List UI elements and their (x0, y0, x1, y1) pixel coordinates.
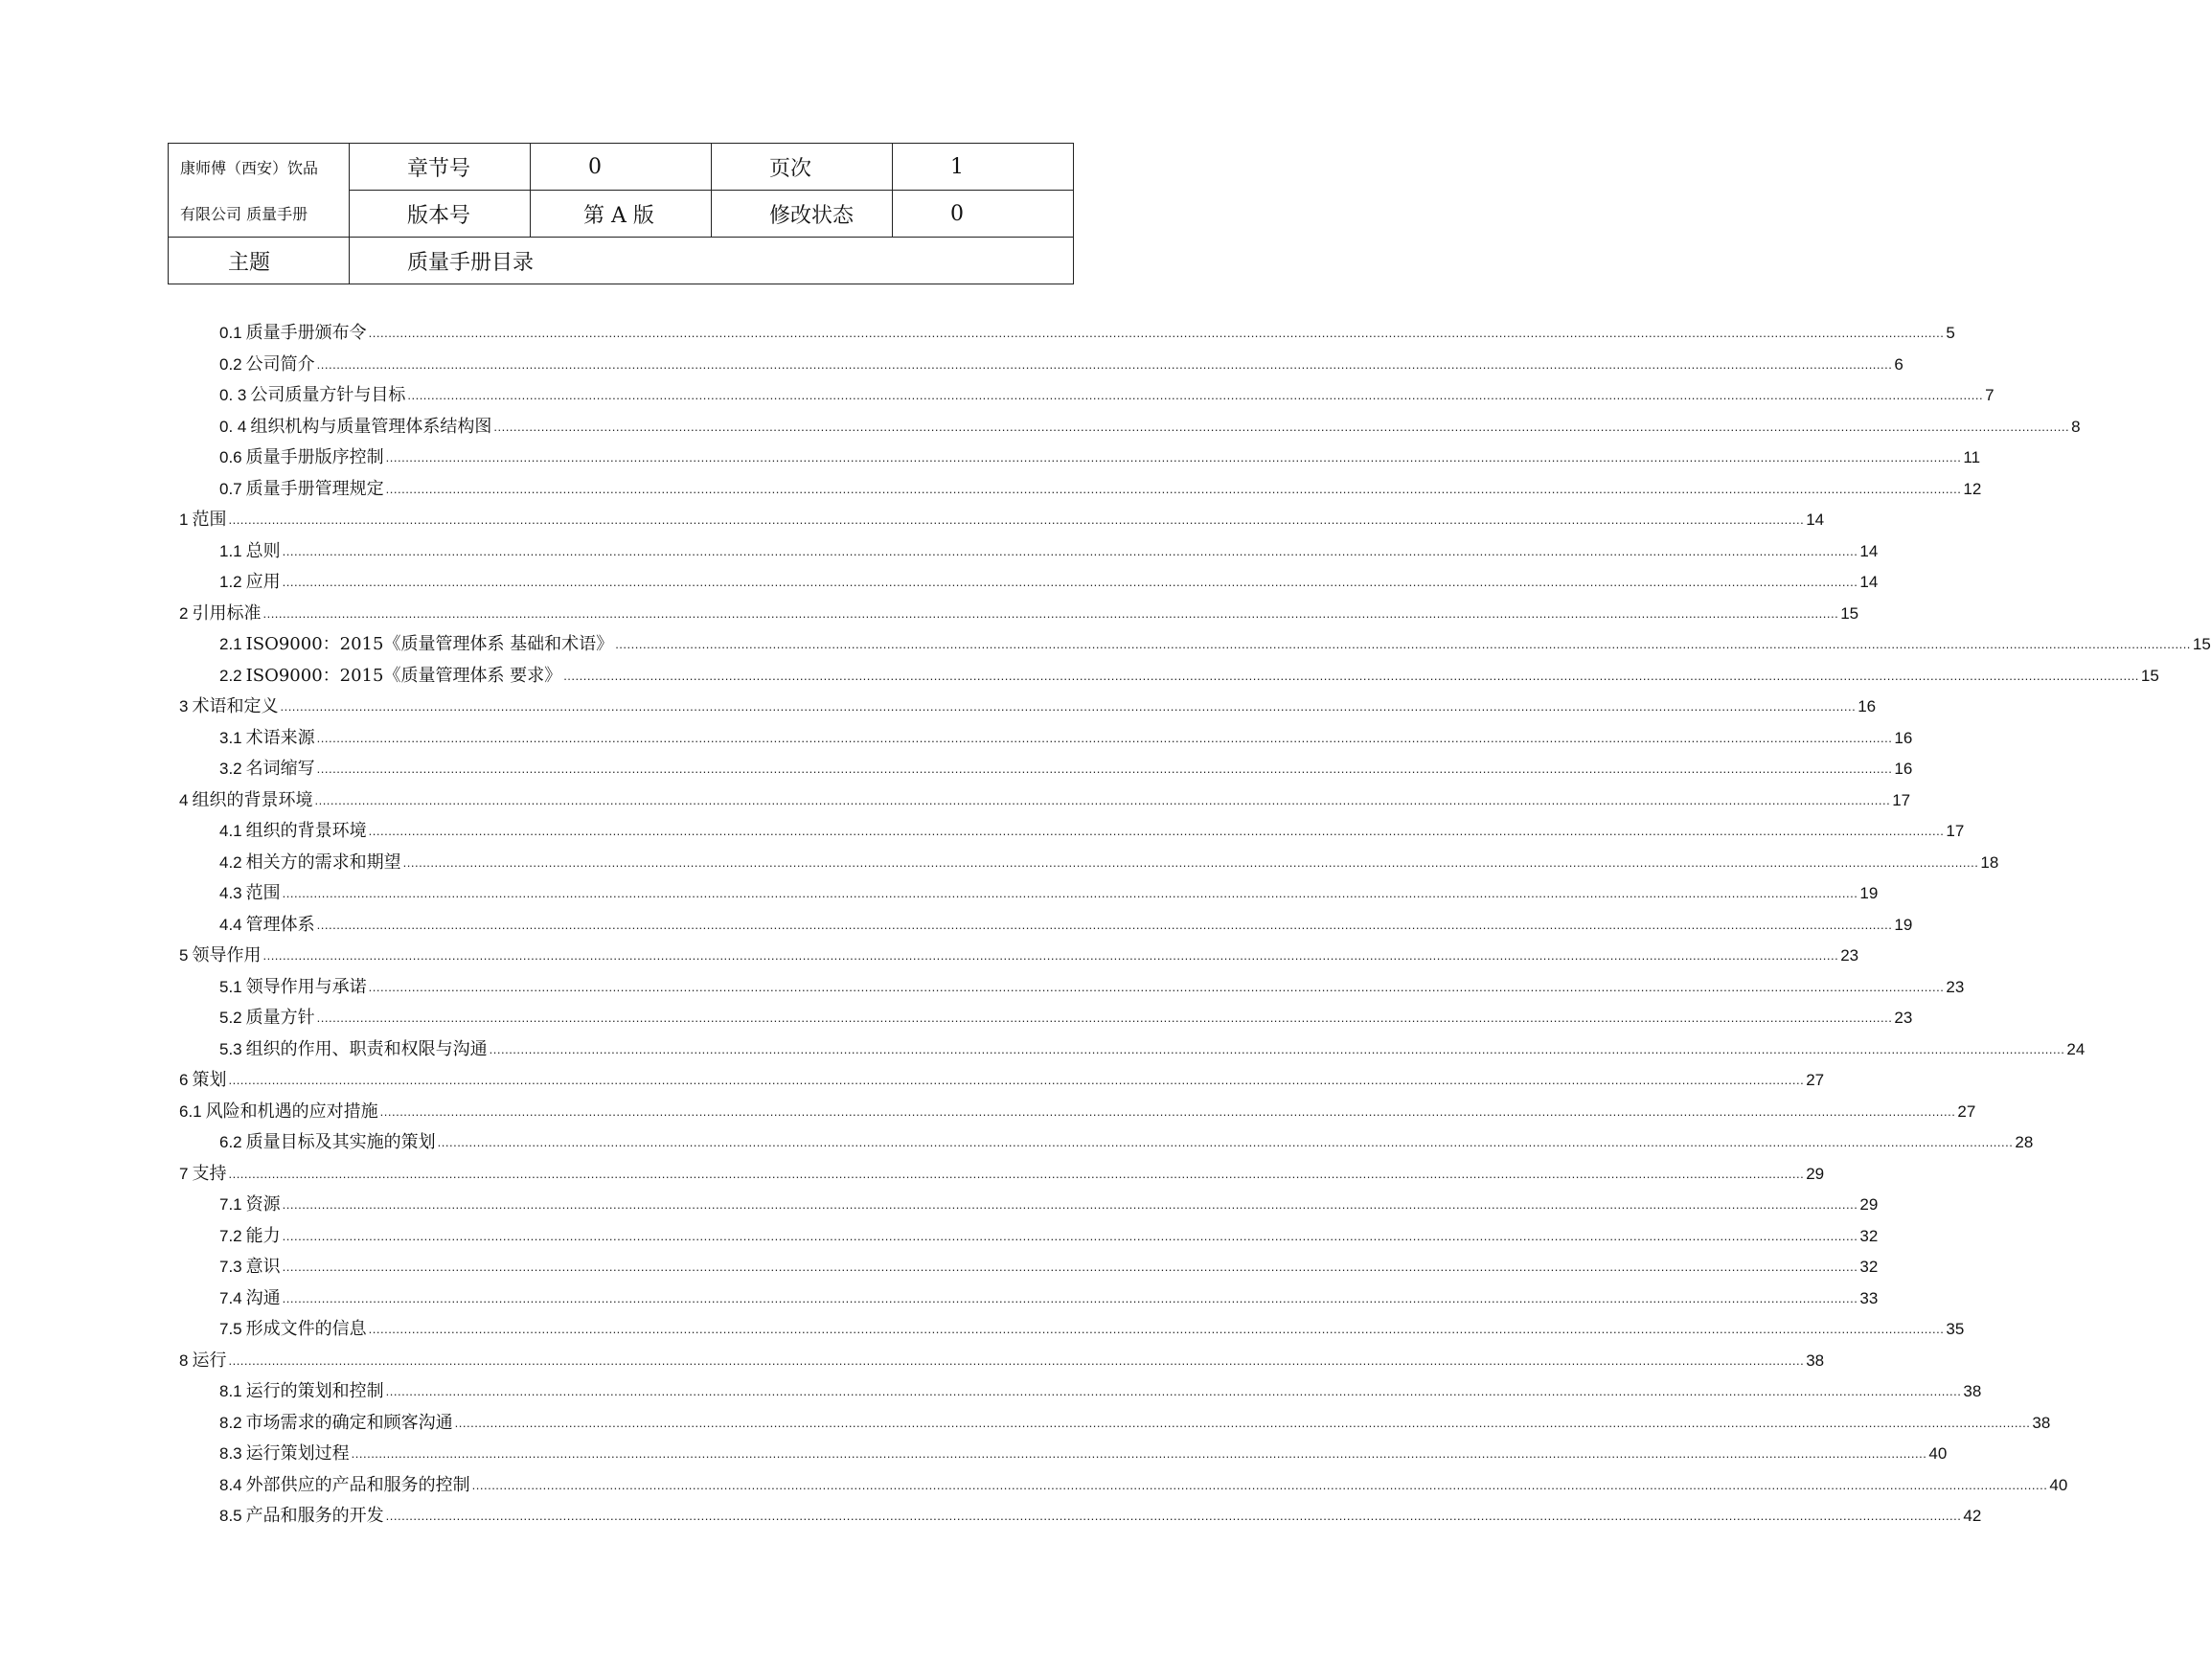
toc-entry-number: 1.1 (219, 541, 242, 560)
toc-entry-title: 组织机构与质量管理体系结构图 (250, 416, 492, 437)
toc-entry-title: 术语和定义 (192, 696, 279, 716)
company-name-line1: 康师傅（西安）饮品 (169, 144, 350, 191)
toc-leader-dots: ................................................................................................................................................................................................................................................................................................................................................................................................................ (402, 854, 1979, 870)
toc-entry-page: 15 (1840, 603, 1859, 623)
toc-leader-dots: ................................................................................................................................................................................................................................................................................................................................................................................................................ (228, 1166, 1805, 1181)
toc-entry-number: 8.3 (219, 1444, 242, 1463)
toc-entry-page: 29 (1859, 1195, 1879, 1214)
toc-leader-dots: ................................................................................................................................................................................................................................................................................................................................................................................................................ (282, 543, 1858, 558)
toc-entry-number: 6.2 (219, 1133, 242, 1151)
toc-entry[interactable] (219, 1319, 1965, 1340)
toc-entry-title: 应用 (245, 572, 281, 592)
toc-entry[interactable] (219, 759, 1913, 780)
toc-entry-number: 4 (179, 790, 189, 809)
toc-entry[interactable] (179, 602, 1859, 624)
toc-entry-number: 5.3 (219, 1039, 242, 1058)
toc-entry-number: 3 (179, 697, 189, 715)
version-label: 版本号 (350, 191, 531, 238)
toc-leader-dots: ................................................................................................................................................................................................................................................................................................................................................................................................................ (368, 824, 1945, 838)
toc-entry-number: 1 (179, 511, 189, 529)
toc-leader-dots: ................................................................................................................................................................................................................................................................................................................................................................................................................ (368, 326, 1945, 340)
toc-entry-title: 产品和服务的开发 (245, 1506, 384, 1526)
toc-leader-dots: ................................................................................................................................................................................................................................................................................................................................................................................................................ (385, 481, 1962, 496)
toc-entry-title: 资源 (245, 1194, 281, 1215)
toc-leader-dots: ................................................................................................................................................................................................................................................................................................................................................................................................................ (314, 792, 1891, 807)
toc-entry[interactable] (219, 665, 2159, 687)
toc-entry-title: 范围 (192, 510, 227, 530)
toc-entry-page: 32 (1859, 1226, 1879, 1245)
toc-entry-number: 3.1 (219, 728, 242, 747)
toc-entry-page: 38 (1963, 1382, 1982, 1400)
toc-entry-number: 7.4 (219, 1288, 242, 1307)
toc-entry-title: 质量手册版序控制 (245, 447, 384, 467)
toc-entry[interactable] (219, 1008, 1913, 1029)
toc-entry-number: 8 (179, 1351, 189, 1370)
toc-leader-dots: ................................................................................................................................................................................................................................................................................................................................................................................................................ (316, 356, 1893, 372)
toc-entry[interactable] (219, 851, 1999, 874)
toc-leader-dots: ................................................................................................................................................................................................................................................................................................................................................................................................................ (228, 1352, 1805, 1368)
toc-entry-title: 相关方的需求和期望 (245, 851, 401, 873)
toc-leader-dots: ................................................................................................................................................................................................................................................................................................................................................................................................................ (316, 761, 1893, 776)
toc-entry-page: 8 (2071, 417, 2081, 436)
toc-entry[interactable] (219, 1132, 2034, 1153)
toc-entry-title: ISO9000：2015《质量管理体系 基础和术语》 (245, 634, 614, 654)
toc-entry-title: 公司质量方针与目标 (250, 385, 406, 405)
toc-entry-title: 组织的背景环境 (245, 821, 367, 841)
toc-entry-page: 23 (1840, 946, 1859, 965)
toc-entry-title: 组织的作用、职责和权限与沟通 (245, 1038, 488, 1059)
toc-entry-title: 质量手册管理规定 (245, 478, 384, 499)
toc-leader-dots: ................................................................................................................................................................................................................................................................................................................................................................................................................ (368, 1322, 1945, 1336)
toc-entry-title: ISO9000：2015《质量管理体系 要求》 (245, 665, 562, 686)
toc-entry-page: 19 (1859, 884, 1879, 902)
toc-entry[interactable] (179, 1070, 1825, 1091)
toc-entry-page: 16 (1858, 697, 1877, 715)
toc-entry-page: 38 (2032, 1413, 2051, 1432)
toc-entry[interactable] (219, 1474, 2068, 1496)
toc-entry-page: 12 (1963, 479, 1982, 498)
toc-leader-dots: ................................................................................................................................................................................................................................................................................................................................................................................................................ (228, 512, 1805, 527)
toc-leader-dots: ................................................................................................................................................................................................................................................................................................................................................................................................................ (563, 668, 2139, 683)
toc-entry-title: 质量手册颁布令 (245, 323, 367, 343)
toc-entry-title: 引用标准 (192, 602, 262, 624)
toc-leader-dots: ................................................................................................................................................................................................................................................................................................................................................................................................................ (615, 637, 2191, 651)
toc-leader-dots: ................................................................................................................................................................................................................................................................................................................................................................................................................ (368, 979, 1945, 994)
toc-entry[interactable] (179, 1101, 1976, 1123)
toc-entry-page: 14 (1859, 541, 1879, 560)
toc-entry-number: 4.2 (219, 852, 242, 872)
toc-entry-number: 0.6 (219, 448, 242, 466)
toc-entry-title: 市场需求的确定和顾客沟通 (245, 1412, 453, 1433)
toc-entry-page: 7 (1985, 386, 1994, 404)
toc-entry-page: 29 (1806, 1164, 1825, 1183)
toc-leader-dots: ................................................................................................................................................................................................................................................................................................................................................................................................................ (454, 1415, 2031, 1430)
toc-entry[interactable] (219, 323, 1955, 344)
toc-leader-dots: ................................................................................................................................................................................................................................................................................................................................................................................................................ (228, 1073, 1805, 1087)
toc-leader-dots: ................................................................................................................................................................................................................................................................................................................................................................................................................ (282, 1197, 1858, 1212)
toc-entry[interactable] (219, 821, 1965, 842)
toc-entry-page: 15 (2140, 666, 2159, 685)
toc-leader-dots: ................................................................................................................................................................................................................................................................................................................................................................................................................ (282, 1260, 1858, 1274)
toc-leader-dots: ................................................................................................................................................................................................................................................................................................................................................................................................................ (351, 1446, 1927, 1461)
toc-entry-number: 1.2 (219, 573, 242, 591)
toc-entry[interactable] (219, 1506, 1982, 1527)
toc-entry-title: 形成文件的信息 (245, 1319, 367, 1339)
toc-entry-title: 质量目标及其实施的策划 (245, 1132, 436, 1152)
toc-entry[interactable] (219, 1257, 1879, 1278)
toc-entry-page: 16 (1894, 728, 1913, 747)
toc-entry-page: 17 (1946, 822, 1965, 840)
toc-entry-page: 11 (1963, 448, 1981, 466)
toc-entry[interactable] (219, 540, 1879, 562)
toc-entry[interactable] (219, 478, 1982, 500)
toc-leader-dots: ................................................................................................................................................................................................................................................................................................................................................................................................................ (385, 1384, 1962, 1398)
toc-entry-title: 沟通 (245, 1287, 281, 1308)
toc-leader-dots: ................................................................................................................................................................................................................................................................................................................................................................................................................ (407, 388, 1984, 402)
toc-entry[interactable] (179, 1350, 1825, 1372)
toc-entry[interactable] (219, 1381, 1982, 1402)
toc-entry-page: 23 (1946, 977, 1965, 996)
toc-leader-dots: ................................................................................................................................................................................................................................................................................................................................................................................................................ (262, 605, 1839, 621)
toc-entry-number: 2 (179, 603, 189, 623)
toc-entry-number: 5.1 (219, 977, 242, 996)
toc-entry-number: 7.2 (219, 1226, 242, 1245)
toc-entry-title: 能力 (245, 1225, 281, 1246)
toc-entry-page: 33 (1859, 1288, 1879, 1307)
page-value: 1 (893, 144, 1074, 191)
toc-entry-page: 6 (1894, 354, 1903, 374)
header-row-chapter (169, 144, 1074, 191)
toc-entry-title: 运行策划过程 (245, 1443, 350, 1464)
toc-entry[interactable] (219, 1443, 1948, 1464)
subject-value: 质量手册目录 (350, 238, 1074, 284)
document-header-table (168, 143, 1074, 284)
toc-entry[interactable] (219, 447, 1981, 468)
toc-entry-title: 质量方针 (245, 1008, 315, 1028)
toc-entry-number: 7.3 (219, 1258, 242, 1276)
toc-leader-dots: ................................................................................................................................................................................................................................................................................................................................................................................................................ (282, 886, 1858, 900)
page-label: 页次 (712, 144, 893, 191)
toc-entry-title: 领导作用与承诺 (245, 976, 367, 997)
toc-entry[interactable] (179, 945, 1859, 966)
toc-entry-page: 17 (1892, 790, 1911, 809)
toc-leader-dots: ................................................................................................................................................................................................................................................................................................................................................................................................................ (280, 699, 1857, 714)
toc-entry-page: 40 (2049, 1475, 2068, 1494)
toc-entry-page: 19 (1894, 915, 1913, 934)
version-value: 第 A 版 (531, 191, 712, 238)
toc-entry-page: 14 (1859, 573, 1879, 591)
toc-entry-number: 8.1 (219, 1382, 242, 1400)
toc-entry[interactable] (179, 696, 1877, 717)
toc-entry-number: 0.2 (219, 354, 242, 374)
toc-entry-page: 32 (1859, 1258, 1879, 1276)
toc-entry-number: 8.4 (219, 1475, 242, 1494)
toc-entry[interactable] (219, 572, 1879, 593)
toc-entry-number: 4.4 (219, 915, 242, 934)
toc-entry-number: 0. 4 (219, 417, 247, 436)
toc-entry[interactable] (219, 1412, 2051, 1434)
toc-entry-number: 8.2 (219, 1413, 242, 1432)
toc-entry-page: 38 (1806, 1351, 1825, 1370)
toc-entry-title: 策划 (192, 1070, 227, 1090)
toc-entry[interactable] (219, 1194, 1879, 1215)
toc-entry-page: 27 (1957, 1101, 1976, 1121)
toc-entry-title: 管理体系 (245, 914, 315, 935)
toc-entry-title: 公司简介 (245, 353, 315, 375)
toc-entry-page: 42 (1963, 1507, 1982, 1525)
toc-entry-title: 领导作用 (192, 945, 262, 965)
toc-entry[interactable] (219, 1225, 1879, 1247)
toc-entry-title: 意识 (245, 1257, 281, 1277)
toc-entry-page: 5 (1946, 324, 1955, 342)
toc-entry-number: 6.1 (179, 1101, 202, 1121)
toc-entry[interactable] (219, 914, 1913, 936)
toc-entry[interactable] (219, 976, 1965, 998)
toc-entry-page: 40 (1928, 1444, 1948, 1463)
toc-leader-dots: ................................................................................................................................................................................................................................................................................................................................................................................................................ (316, 730, 1893, 745)
toc-leader-dots: ................................................................................................................................................................................................................................................................................................................................................................................................................ (316, 1010, 1893, 1025)
toc-leader-dots: ................................................................................................................................................................................................................................................................................................................................................................................................................ (282, 1290, 1858, 1305)
toc-entry-page: 24 (2066, 1039, 2086, 1058)
toc-leader-dots: ................................................................................................................................................................................................................................................................................................................................................................................................................ (262, 948, 1839, 963)
toc-leader-dots: ................................................................................................................................................................................................................................................................................................................................................................................................................ (385, 1509, 1962, 1523)
toc-entry-title: 运行 (192, 1350, 227, 1371)
toc-entry-number: 4.3 (219, 884, 242, 902)
toc-entry-number: 6 (179, 1071, 189, 1089)
toc-entry[interactable] (219, 385, 1994, 406)
toc-entry-number: 0. 3 (219, 386, 247, 404)
toc-entry-number: 4.1 (219, 822, 242, 840)
toc-entry-title: 名词缩写 (245, 759, 315, 779)
toc-entry[interactable] (219, 883, 1879, 904)
revision-label: 修改状态 (712, 191, 893, 238)
toc-entry-title: 组织的背景环境 (192, 789, 313, 810)
company-name-line2: 有限公司 质量手册 (169, 191, 350, 238)
toc-entry[interactable] (219, 727, 1913, 749)
toc-leader-dots: ................................................................................................................................................................................................................................................................................................................................................................................................................ (471, 1477, 2048, 1492)
subject-label: 主题 (169, 238, 350, 284)
toc-entry-number: 3.2 (219, 760, 242, 778)
toc-leader-dots: ................................................................................................................................................................................................................................................................................................................................................................................................................ (379, 1103, 1956, 1119)
toc-entry-page: 28 (2015, 1133, 2034, 1151)
revision-value: 0 (893, 191, 1074, 238)
toc-leader-dots: ................................................................................................................................................................................................................................................................................................................................................................................................................ (282, 1228, 1858, 1243)
toc-entry-title: 总则 (245, 540, 281, 561)
toc-entry-number: 0.1 (219, 324, 242, 342)
toc-entry-title: 范围 (245, 883, 281, 903)
toc-entry-number: 5 (179, 946, 189, 965)
toc-entry[interactable] (219, 1287, 1879, 1309)
toc-leader-dots: ................................................................................................................................................................................................................................................................................................................................................................................................................ (282, 575, 1858, 589)
toc-leader-dots: ................................................................................................................................................................................................................................................................................................................................................................................................................ (489, 1041, 2065, 1056)
toc-entry-title: 风险和机遇的应对措施 (205, 1101, 378, 1122)
toc-entry-number: 2.1 (219, 635, 242, 653)
toc-entry-number: 7 (179, 1164, 189, 1183)
toc-entry-page: 15 (2192, 635, 2211, 653)
toc-leader-dots: ................................................................................................................................................................................................................................................................................................................................................................................................................ (493, 419, 2070, 434)
toc-entry-number: 7.5 (219, 1320, 242, 1338)
toc-entry[interactable] (219, 353, 1903, 375)
toc-entry-number: 2.2 (219, 666, 242, 685)
toc-entry-title: 术语来源 (245, 727, 315, 748)
toc-entry-page: 14 (1806, 511, 1825, 529)
toc-entry-title: 外部供应的产品和服务的控制 (245, 1474, 470, 1495)
toc-entry-page: 18 (1980, 852, 1999, 872)
toc-entry-title: 运行的策划和控制 (245, 1381, 384, 1401)
toc-leader-dots: ................................................................................................................................................................................................................................................................................................................................................................................................................ (385, 450, 1962, 465)
toc-entry-page: 35 (1946, 1320, 1965, 1338)
header-row-version (169, 191, 1074, 238)
toc-entry[interactable] (179, 1163, 1825, 1185)
toc-entry-page: 16 (1894, 760, 1913, 778)
toc-entry-number: 5.2 (219, 1009, 242, 1027)
toc-leader-dots: ................................................................................................................................................................................................................................................................................................................................................................................................................ (316, 917, 1893, 932)
toc-entry[interactable] (219, 634, 2211, 655)
toc-leader-dots: ................................................................................................................................................................................................................................................................................................................................................................................................................ (437, 1135, 2014, 1149)
chapter-value: 0 (531, 144, 712, 191)
toc-entry-title: 支持 (192, 1163, 227, 1184)
toc-entry[interactable] (179, 510, 1825, 531)
toc-entry-page: 23 (1894, 1009, 1913, 1027)
toc-entry-page: 27 (1806, 1071, 1825, 1089)
header-row-subject (169, 238, 1074, 284)
toc-entry[interactable] (219, 1038, 2086, 1060)
toc-entry-number: 0.7 (219, 479, 242, 498)
toc-entry-number: 8.5 (219, 1507, 242, 1525)
toc-entry-number: 7.1 (219, 1195, 242, 1214)
chapter-label: 章节号 (350, 144, 531, 191)
toc-entry[interactable] (179, 789, 1911, 811)
toc-entry[interactable] (219, 416, 2081, 438)
